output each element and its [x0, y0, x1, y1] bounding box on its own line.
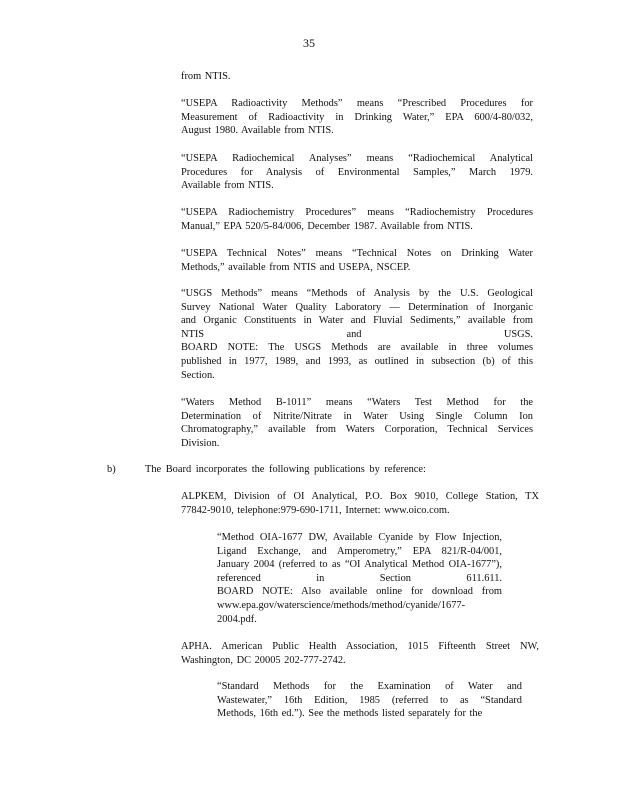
text-line: Methods, 16th ed.”). See the methods listed separately for the	[217, 708, 483, 720]
text-line: “Method OIA-1677 DW, Available Cyanide by Flow Injection,	[217, 532, 502, 543]
subsection-intro: The Board incorporates the following publications by reference:	[145, 464, 426, 475]
publisher-apha	[181, 640, 539, 667]
publisher-alpkem	[181, 490, 539, 517]
text-line: referenced in Section 611.611.	[217, 572, 502, 584]
text-line: Available from NTIS.	[181, 180, 274, 192]
text-line: Survey National Water Quality Laboratory — Determination of Inorganic	[181, 301, 533, 313]
definition-waters-method	[181, 396, 533, 450]
text-line: Washington, DC 20005 202-777-2742.	[181, 654, 346, 666]
page-number: 35	[303, 36, 315, 50]
text-line: 77842-9010, telephone:979-690-1711, Internet: www.oico.com.	[181, 504, 450, 516]
text-line: Wastewater,” 16th Edition, 1985 (referred to as “Standard	[217, 694, 522, 706]
text-line: January 2004 (referred to as “OI Analytical Method OIA-1677”),	[217, 559, 502, 571]
text-line: Section.	[181, 369, 215, 381]
text-line: Ligand Exchange, and Amperometry,” EPA 821/R-04/001,	[217, 545, 502, 557]
board-note: BOARD NOTE: The USGS Methods are available in three volumes	[181, 342, 533, 354]
text-line: Division.	[181, 437, 220, 449]
subsection-label: b)	[107, 464, 116, 475]
text-line: ALPKEM, Division of OI Analytical, P.O. Box 9010, College Station, TX	[181, 491, 539, 502]
text-line: published in 1977, 1989, and 1993, as outlined in subsection (b) of this	[181, 355, 533, 367]
definition-usepa-radioactivity	[181, 97, 533, 138]
text-line: Methods,” available from NTIS and USEPA, NSCEP.	[181, 261, 411, 273]
text-line: Manual,” EPA 520/5-84/006, December 1987. Available from NTIS.	[181, 220, 473, 232]
text-line: August 1980. Available from NTIS.	[181, 125, 334, 137]
publication-standard-methods	[217, 680, 522, 721]
definition-usgs-methods	[181, 287, 533, 382]
text-line: “USGS Methods” means “Methods of Analysis by the U.S. Geological	[181, 288, 533, 299]
text-line: “USEPA Radioactivity Methods” means “Prescribed Procedures for	[181, 98, 533, 109]
definition-usepa-radiochemistry	[181, 206, 533, 233]
text-line: “Standard Methods for the Examination of Water and	[217, 681, 522, 692]
text-line: NTIS and USGS.	[181, 328, 533, 340]
definition-usepa-radiochemical	[181, 152, 533, 193]
definition-usepa-technical-notes	[181, 247, 533, 274]
text-line: Procedures for Analysis of Environmental Samples,” March 1979.	[181, 166, 533, 178]
board-note: BOARD NOTE: Also available online for download from	[217, 586, 502, 598]
text-line: “USEPA Technical Notes” means “Technical Notes on Drinking Water	[181, 248, 533, 259]
text-line: “USEPA Radiochemistry Procedures” means “Radiochemistry Procedures	[181, 207, 533, 218]
text-line: 2004.pdf.	[217, 613, 257, 625]
text-line: from NTIS.	[181, 71, 231, 82]
text-line: APHA. American Public Health Association, 1015 Fifteenth Street NW,	[181, 641, 539, 652]
text-line: www.epa.gov/waterscience/methods/method/cyanide/1677-	[217, 599, 466, 611]
text-line: Determination of Nitrite/Nitrate in Water Using Single Column Ion	[181, 410, 533, 422]
definition-from-ntis	[181, 70, 533, 84]
publication-oia-1677	[217, 531, 502, 626]
text-line: “USEPA Radiochemical Analyses” means “Radiochemical Analytical	[181, 153, 533, 164]
text-line: and Organic Constituents in Water and Fluvial Sediments,” available from	[181, 315, 533, 327]
text-line: Chromatography,” available from Waters Corporation, Technical Services	[181, 424, 533, 436]
text-line: Measurement of Radioactivity in Drinking Water,” EPA 600/4-80/032,	[181, 111, 533, 123]
text-line: “Waters Method B-1011” means “Waters Test Method for the	[181, 397, 533, 408]
